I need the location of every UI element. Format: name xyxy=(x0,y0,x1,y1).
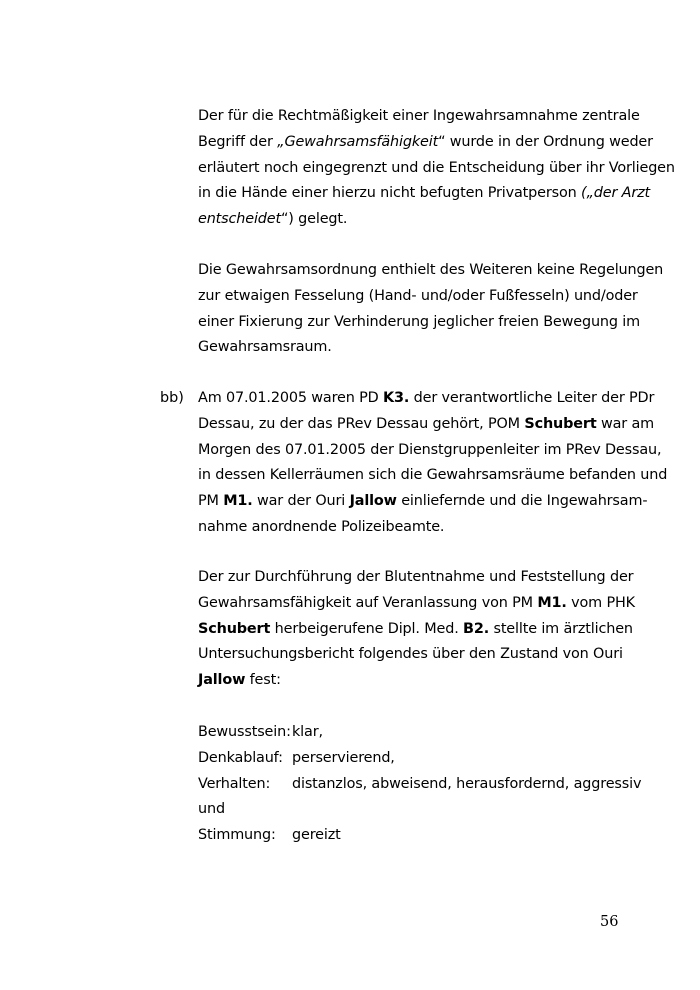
finding-row xyxy=(198,746,638,772)
text-line: Schubert herbeigerufene Dipl. Med. B2. stellte im ärztlichen xyxy=(198,620,633,637)
finding-row xyxy=(198,772,642,798)
finding-value: gereizt xyxy=(292,827,341,844)
finding-row xyxy=(198,797,638,823)
finding-row xyxy=(198,823,638,849)
finding-value: distanzlos, abweisend, herausfordernd, aggressiv xyxy=(292,775,642,792)
finding-label: Stimmung: xyxy=(198,827,276,844)
findings-list xyxy=(198,720,642,849)
finding-label: und xyxy=(198,801,225,818)
text-line: Morgen des 07.01.2005 der Dienstgruppenleiter im PRev Dessau, xyxy=(198,441,662,458)
text-line: entscheidet“) gelegt. xyxy=(198,211,348,228)
paragraph-gewahrsamsordnung xyxy=(198,258,664,361)
text-line: einer Fixierung zur Verhinderung jeglicher freien Bewegung im xyxy=(198,313,641,330)
finding-label: Bewusstsein: xyxy=(198,724,291,740)
finding-row xyxy=(198,720,638,746)
italic-term: „Gewahrsamsfähigkeit xyxy=(277,133,439,150)
text-line: Untersuchungsbericht folgendes über den Zustand von Ouri xyxy=(198,646,623,663)
paragraph-beteiligte xyxy=(198,386,668,541)
text-line: PM M1. war der Ouri Jallow einliefernde und die Ingewahrsam- xyxy=(198,493,648,510)
text-line: Der für die Rechtmäßigkeit einer Ingewahrsamnahme zentrale xyxy=(198,108,640,124)
text-line: erläutert noch eingegrenzt und die Entscheidung über ihr Vorliegen xyxy=(198,159,675,176)
text-line: in die Hände einer hierzu nicht befugten Privatperson („der Arzt xyxy=(198,185,651,202)
text-line: in dessen Kellerräumen sich die Gewahrsamsräume befanden und xyxy=(198,467,668,484)
italic-quote: („der Arzt xyxy=(581,185,651,202)
page-number: 56 xyxy=(600,914,619,930)
finding-label: Denkablauf: xyxy=(198,749,283,766)
text-line: Am 07.01.2005 waren PD K3. der verantwortliche Leiter der PDr xyxy=(198,390,655,406)
list-marker: bb) xyxy=(160,390,184,406)
finding-value: perservierend, xyxy=(292,749,395,766)
text-line: Gewahrsamsraum. xyxy=(198,339,332,356)
paragraph-gewahrsamsfaehigkeit xyxy=(198,104,675,233)
text-line: Die Gewahrsamsordnung enthielt des Weiteren keine Regelungen xyxy=(198,262,664,278)
paragraph-untersuchung xyxy=(198,565,635,694)
text-line: Dessau, zu der das PRev Dessau gehört, POM Schubert war am xyxy=(198,415,655,432)
text-line: zur etwaigen Fesselung (Hand- und/oder Fußfesseln) und/oder xyxy=(198,287,638,304)
finding-label: Verhalten: xyxy=(198,775,271,792)
italic-quote: entscheidet xyxy=(198,211,281,228)
text-line: Der zur Durchführung der Blutentnahme und Feststellung der xyxy=(198,569,634,585)
text-line: Gewahrsamsfähigkeit auf Veranlassung von PM M1. vom PHK xyxy=(198,594,635,611)
finding-value: klar, xyxy=(292,724,323,740)
text-line: Jallow fest: xyxy=(198,672,281,689)
text-line: nahme anordnende Polizeibeamte. xyxy=(198,518,445,535)
text-line: Begriff der „Gewahrsamsfähigkeit“ wurde in der Ordnung weder xyxy=(198,133,653,150)
